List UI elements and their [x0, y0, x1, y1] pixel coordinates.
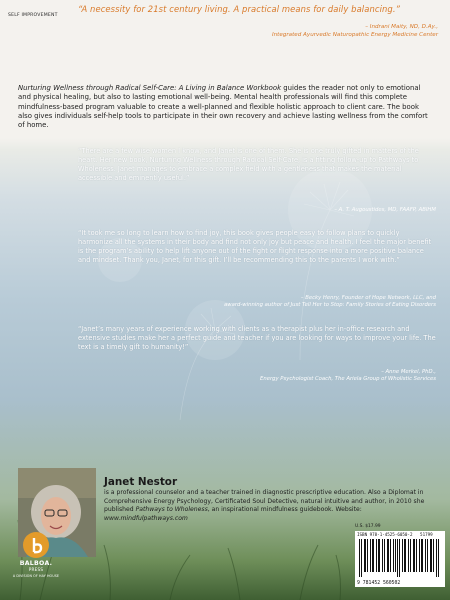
category-label: SELF IMPROVEMENT	[8, 13, 58, 18]
endorsement-quote: “It took me so long to learn how to find joy, this book gives people easy to follow plans to quickly harmonize all the systems in their body and find not only joy but peace and health. I feel the major benefit is the program’s ability to help lift anyone out of the fight or flight response into a more positive balance and mindset. Thank you, Janet, for this gift. I’ll be recommending this to the parents I work with.”	[78, 229, 432, 264]
endorsement-quote: “There are a few wise women I know, and Janet is one of them. She is one truly gifted in matters of the heart. Her new book, Nurturing Wellness through Radical Self-Care, is a fitting follow-up to Pathways to Wholeness. Janet manages to embrace a complex field with a gentleness that makes the material accessible and eminently useful.”	[78, 147, 419, 182]
endorsement-author-detail: Energy Psychologist Coach, The Ariela Group of Wholistic Services	[259, 376, 436, 383]
author-previous-book: Pathways to Wholeness	[135, 506, 208, 514]
publisher-name: BALBOA.	[19, 560, 53, 567]
barcode-digits: 9 781452 560502	[357, 581, 401, 586]
top-endorsement-quote: “A necessity for 21st century living. A practical means for daily balancing.”	[78, 4, 401, 14]
author-website: www.mindfulpathways.com	[104, 514, 188, 522]
endorsement-attribution	[78, 207, 436, 214]
book-description-body: guides the reader not only to emotional and physical healing, but also to lasting emotional well-being. Mental health professionals will find this complete mindfulness-based program valuable to create a well-planned and flexible holistic approach to client care. The book also gives individuals self-help tools to participate in their own recovery and achieve lasting wellness from the comfort of home.	[18, 84, 428, 129]
balboa-logo-icon	[23, 532, 49, 558]
publisher-logo	[6, 532, 66, 596]
price-label: U.S. $17.99	[355, 524, 381, 529]
author-bio-block	[104, 476, 434, 524]
endorsement-author: – A. T. Augoustides, MD, FAAFP, ABIHM	[334, 207, 436, 213]
author-name: Janet Nestor	[104, 476, 178, 488]
author-bio-text-end: , an inspirational mindfulness guidebook. Website:	[207, 506, 362, 514]
book-description	[18, 84, 432, 130]
endorsement-author: – Anne Merkel, PhD.,	[381, 369, 436, 375]
endorsement-author: – Becky Henry, Founder of Hope Network, LLC, and	[300, 295, 436, 301]
publisher-sub: PRESS	[28, 567, 44, 572]
top-endorsement-org: Integrated Ayurvedic Naturopathic Energy Medicine Center	[271, 31, 438, 38]
endorsement-attribution	[78, 369, 436, 384]
endorsement-quote: “Janet’s many years of experience working with clients as a therapist plus her in-office research and extensive studies make her a perfect guide and teacher if you are looking for ways to improve your life. The text is a timely gift to humanity!”	[78, 325, 436, 351]
top-endorsement-attribution	[138, 24, 438, 39]
author-bio	[104, 489, 434, 524]
barcode-bars	[359, 539, 441, 577]
isbn-text: ISBN 978-1-4525-6050-2 51799	[357, 532, 433, 537]
book-title: Nurturing Wellness through Radical Self-Care: A Living in Balance Workbook	[18, 84, 282, 92]
author-bio-text: is a professional counselor and a teacher trained in diagnostic prescriptive education. Also a Diplomat in Comprehensive Energy Psychology, Certificated Soul Detective, natural intuitive and author, in 2010 she published	[104, 489, 425, 514]
price-code: 51799	[420, 532, 433, 537]
endorsement-attribution	[78, 295, 436, 310]
barcode-block	[355, 531, 445, 587]
endorsement-author-detail: award-winning author of Just Tell Her to Stop: Family Stories of Eating Disorders	[224, 302, 436, 309]
publisher-tagline: A DIVISION OF HAY HOUSE	[12, 574, 60, 578]
top-endorsement-name: – Indrani Maity, ND, D.Ay.,	[365, 24, 438, 30]
